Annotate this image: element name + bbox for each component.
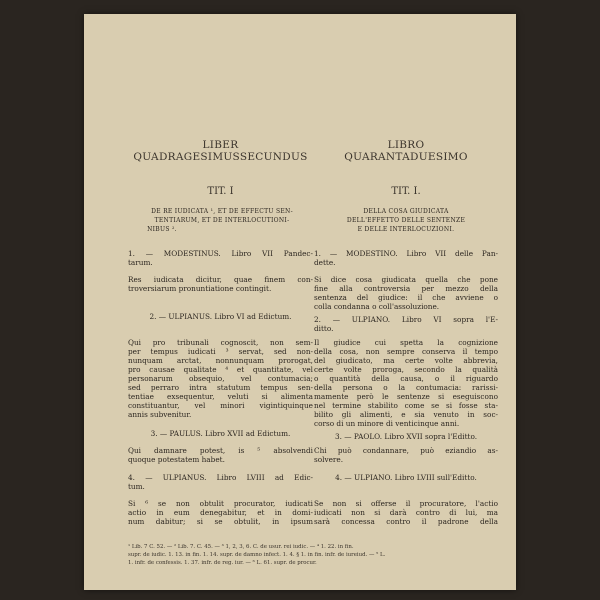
latin-heading-line-3: NIBUS ². — [147, 226, 177, 233]
italian-line: della persona o la contumacia: rarissi- — [314, 383, 498, 392]
footnote-line: 1. infr. de confessis. 1. 37. infr. de reg. iur. — ⁶ L. 61. supr. de procur. — [128, 560, 317, 566]
italian-line: della cosa, non sempre conserva il tempo — [314, 347, 498, 356]
italian-line: 4. — ULPIANO. Libro LVIII sull'Editto. — [335, 473, 477, 482]
italian-line: del giudicato, ma certe volte abbrevia, — [314, 356, 498, 365]
latin-line: nunquam arctat, nonnunquam prorogat, — [128, 356, 313, 365]
italian-line: sarà concessa contro il padrone della — [314, 517, 498, 526]
italian-line: corso di un minore di venticinque anni. — [314, 419, 460, 428]
italian-line: certe volte proroga, secondo la qualità — [314, 365, 498, 374]
italian-line: o quantità della causa, o il riguardo — [314, 374, 498, 383]
italian-book-number: QUARANTADUESIMO — [344, 151, 468, 163]
latin-line: num dabitur; si se obtulit, in ipsum — [128, 517, 313, 526]
italian-line: Se non si offerse il procuratore, l'actio — [314, 499, 498, 508]
italian-line: dette. — [314, 258, 336, 267]
latin-line: constituantur, vel minori vigintiquinque — [128, 401, 313, 410]
italian-line: 2. — ULPIANO. Libro VI sopra l'E- — [314, 315, 498, 324]
latin-line: Res iudicata dicitur, quae finem con- — [128, 275, 313, 284]
italian-line: nel termine stabilito come se si fosse sta- — [314, 401, 498, 410]
latin-line: 2. — ULPIANUS. Libro VI ad Edictum. — [149, 312, 292, 321]
italian-line: ditto. — [314, 324, 334, 333]
latin-heading-line-1: DE RE IUDICATA ¹, ET DE EFFECTU SEN- — [151, 208, 293, 215]
latin-line: sed perraro intra statutum tempus sen- — [128, 383, 313, 392]
latin-line: Qui damnare potest, is ⁵ absolvendi — [128, 446, 313, 455]
italian-line: Il giudice cui spetta la cognizione — [314, 338, 498, 347]
latin-line: actio in eum denegabitur, et in domi- — [128, 508, 313, 517]
footnote-line: ¹ Lib. 7 C. 52. — ² Lib. 7. C. 45. — ³ 1, 2, 3, 6. C. de usur. rei iudic. — ⁴ 1. 22. in fin. — [128, 544, 354, 550]
latin-line: pro causae qualitate ⁴ et quantitate, vel — [128, 365, 313, 374]
latin-column — [128, 14, 313, 590]
latin-line: 1. — MODESTINUS. Libro VII Pandec- — [128, 249, 313, 258]
latin-book-label: LIBER — [202, 139, 239, 151]
italian-book-label: LIBRO — [387, 139, 425, 151]
italian-heading-line-2: DELL'EFFETTO DELLE SENTENZE — [346, 217, 466, 224]
italian-line: Si dice cosa giudicata quella che pone — [314, 275, 498, 284]
italian-heading-line-3: E DELLE INTERLOCUZIONI. — [357, 226, 455, 233]
latin-line: troversiarum pronuntiatione contingit. — [128, 284, 272, 293]
latin-line: tum. — [128, 482, 145, 491]
italian-column — [314, 14, 498, 590]
italian-titulus: TIT. I. — [391, 186, 421, 197]
italian-line: 3. — PAOLO. Libro XVII sopra l'Editto. — [334, 432, 478, 441]
italian-line: bilito gli alimenti, e sia venuto in soc- — [314, 410, 498, 419]
book-page — [84, 14, 516, 590]
latin-line: tarum. — [128, 258, 153, 267]
latin-line: Si ⁶ se non obtulit procurator, iudicati — [128, 499, 313, 508]
latin-line: 4. — ULPIANUS. Libro LVIII ad Edic- — [128, 473, 313, 482]
latin-titulus: TIT. I — [207, 186, 234, 197]
latin-heading-line-2: TENTIARUM, ET DE INTERLOCUTIONI- — [154, 217, 290, 224]
latin-line: Qui pro tribunali cognoscit, non sem- — [128, 338, 313, 347]
italian-line: 1. — MODESTINO. Libro VII delle Pan- — [314, 249, 498, 258]
italian-line: solvere. — [314, 455, 344, 464]
latin-line: quoque potestatem habet. — [128, 455, 225, 464]
italian-line: colla condanna o coll'assoluzione. — [314, 302, 440, 311]
footnote-line: supr. de iudic. 1. 13. in fin. 1. 14. supr. de damno infect. 1. 4. § 1. in fin. infr. de iureiud. — ⁵ L. — [128, 552, 386, 558]
italian-line: mamente però le sentenze si eseguiscono — [314, 392, 498, 401]
italian-line: sentenza del giudice: il che avviene o — [314, 293, 498, 302]
italian-line: Chi può condannare, può eziandio as- — [314, 446, 498, 455]
latin-book-number: QUADRAGESIMUSSECUNDUS — [133, 151, 308, 163]
italian-line: iudicati non si darà contro di lui, ma — [314, 508, 498, 517]
italian-line: fine alla controversia per mezzo della — [314, 284, 498, 293]
latin-line: annis subvenitur. — [128, 410, 192, 419]
latin-line: 3. — PAULUS. Libro XVII ad Edictum. — [150, 429, 291, 438]
latin-line: tentiae exsequentur, veluti si alimenta — [128, 392, 313, 401]
latin-line: per tempus iudicati ³ servat, sed non- — [128, 347, 313, 356]
latin-line: personarum obsequio, vel contumacia; — [128, 374, 313, 383]
italian-heading-line-1: DELLA COSA GIUDICATA — [363, 208, 449, 215]
